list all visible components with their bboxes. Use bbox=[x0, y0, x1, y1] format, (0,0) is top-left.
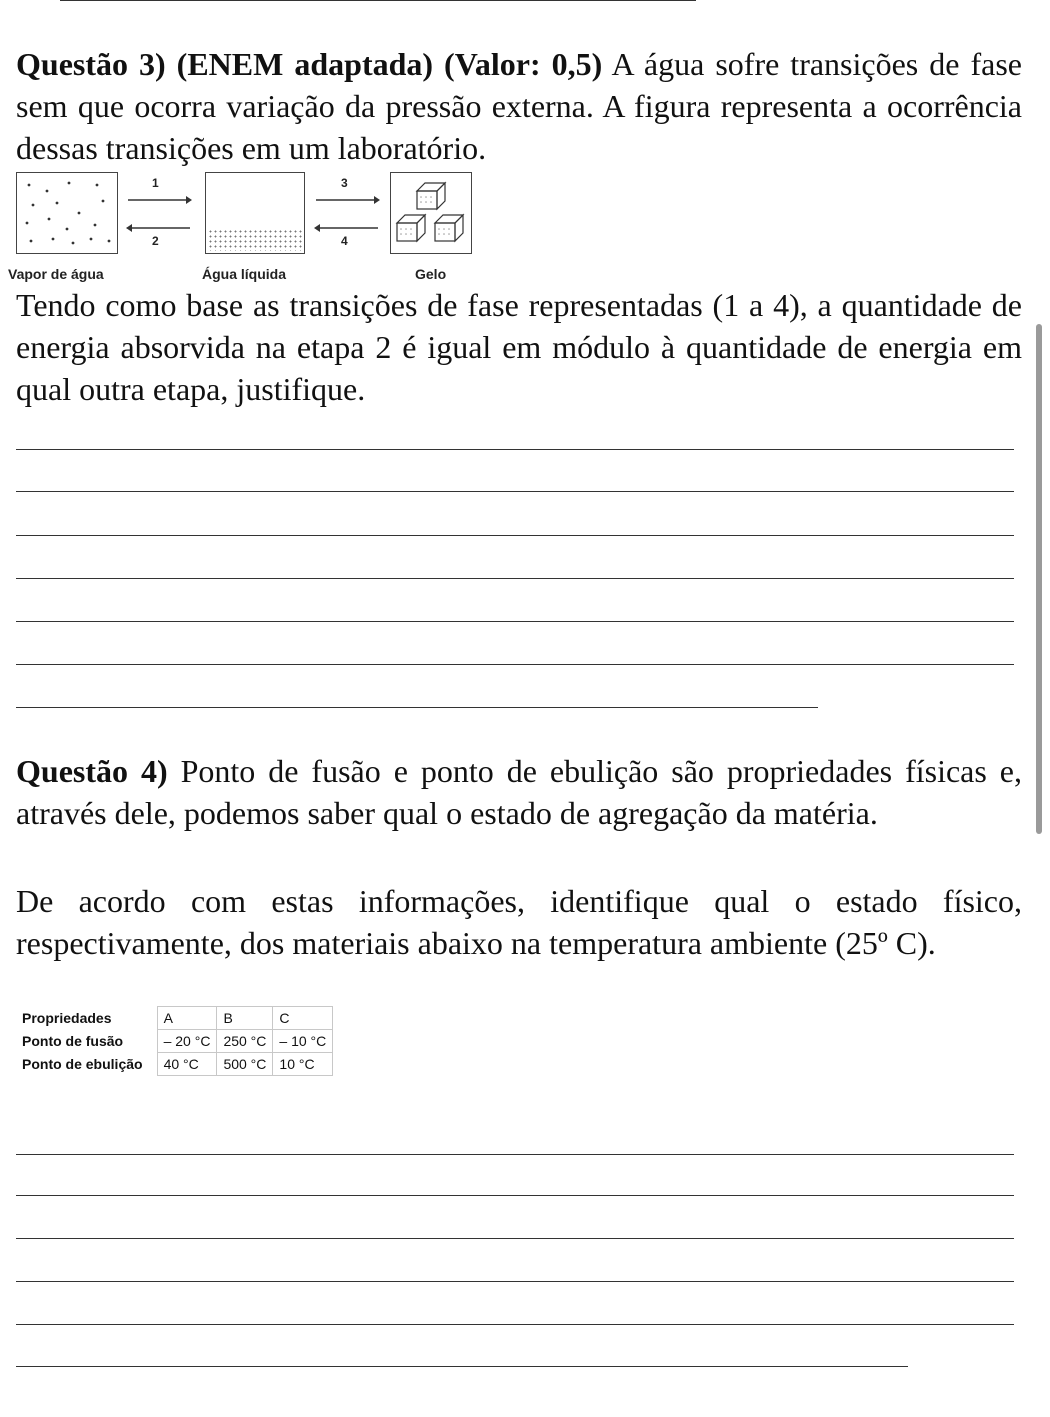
table-header-cell: A bbox=[157, 1007, 217, 1030]
table-header-cell: C bbox=[273, 1007, 333, 1030]
table-cell: 250 °C bbox=[217, 1030, 273, 1053]
answer-line[interactable] bbox=[16, 578, 1014, 579]
question-3-text: A água sofre transições de fase sem que ocorra variação da pressão externa. A figura representa a ocorrência dessas transições em um laboratório. bbox=[16, 46, 1023, 166]
table-cell: 10 °C bbox=[273, 1053, 333, 1076]
vapor-box bbox=[16, 172, 118, 254]
answer-line[interactable] bbox=[16, 1195, 1014, 1196]
answer-line[interactable] bbox=[16, 1324, 1014, 1325]
answer-line[interactable] bbox=[16, 707, 818, 708]
question-3-prompt: Tendo como base as transições de fase representadas (1 a 4), a quantidade de energia absorvida na etapa 2 é igual em módulo à quantidade de energia em qual outra etapa, justifique. bbox=[16, 287, 1022, 407]
table-cell: Ponto de ebulição bbox=[22, 1056, 143, 1072]
table-row bbox=[16, 1030, 333, 1053]
table-header-cell: Propriedades bbox=[22, 1010, 112, 1026]
question-4-prompt: De acordo com estas informações, identifique qual o estado físico, respectivamente, dos materiais abaixo na temperatura ambiente (25º C). bbox=[16, 883, 1022, 961]
properties-table bbox=[16, 1006, 333, 1076]
question-4-text: Ponto de fusão e ponto de ebulição são propriedades físicas e, através dele, podemos saber qual o estado de agregação da matéria. bbox=[16, 753, 1023, 831]
answer-line[interactable] bbox=[16, 1366, 908, 1367]
arrow-label-3: 3 bbox=[341, 176, 348, 190]
liquid-water bbox=[208, 229, 302, 251]
table-cell: – 20 °C bbox=[157, 1030, 217, 1053]
arrow-label-2: 2 bbox=[152, 234, 159, 248]
arrow-label-4: 4 bbox=[341, 234, 348, 248]
table-cell: 40 °C bbox=[157, 1053, 217, 1076]
table-row bbox=[16, 1007, 333, 1030]
table-cell: Ponto de fusão bbox=[22, 1033, 124, 1049]
question-4-heading: Questão 4) bbox=[16, 753, 168, 789]
vapor-label: Vapor de água bbox=[8, 266, 104, 282]
table-header-cell: B bbox=[217, 1007, 273, 1030]
arrows-vapor-liquid bbox=[124, 178, 194, 248]
answer-line[interactable] bbox=[16, 1154, 1014, 1155]
vapor-particles bbox=[17, 173, 117, 253]
answer-line[interactable] bbox=[16, 1281, 1014, 1282]
answer-line[interactable] bbox=[16, 621, 1014, 622]
table-row bbox=[16, 1053, 333, 1076]
question-3-intro bbox=[16, 43, 1022, 169]
answer-line[interactable] bbox=[16, 664, 1014, 665]
answer-line[interactable] bbox=[16, 491, 1014, 492]
table-cell: 500 °C bbox=[217, 1053, 273, 1076]
ice-cubes bbox=[391, 173, 471, 253]
question-3-heading: Questão 3) (ENEM adaptada) (Valor: 0,5) bbox=[16, 46, 603, 82]
question-4-intro bbox=[16, 750, 1022, 834]
top-rule bbox=[60, 0, 696, 1]
liquid-box bbox=[205, 172, 305, 254]
phase-transition-figure bbox=[8, 170, 476, 285]
scrollbar[interactable] bbox=[1036, 324, 1042, 834]
liquid-label: Água líquida bbox=[202, 266, 286, 282]
answer-line[interactable] bbox=[16, 1238, 1014, 1239]
arrow-label-1: 1 bbox=[152, 176, 159, 190]
ice-label: Gelo bbox=[415, 266, 447, 282]
answer-line[interactable] bbox=[16, 449, 1014, 450]
answer-line[interactable] bbox=[16, 535, 1014, 536]
ice-box bbox=[390, 172, 472, 254]
table-cell: – 10 °C bbox=[273, 1030, 333, 1053]
